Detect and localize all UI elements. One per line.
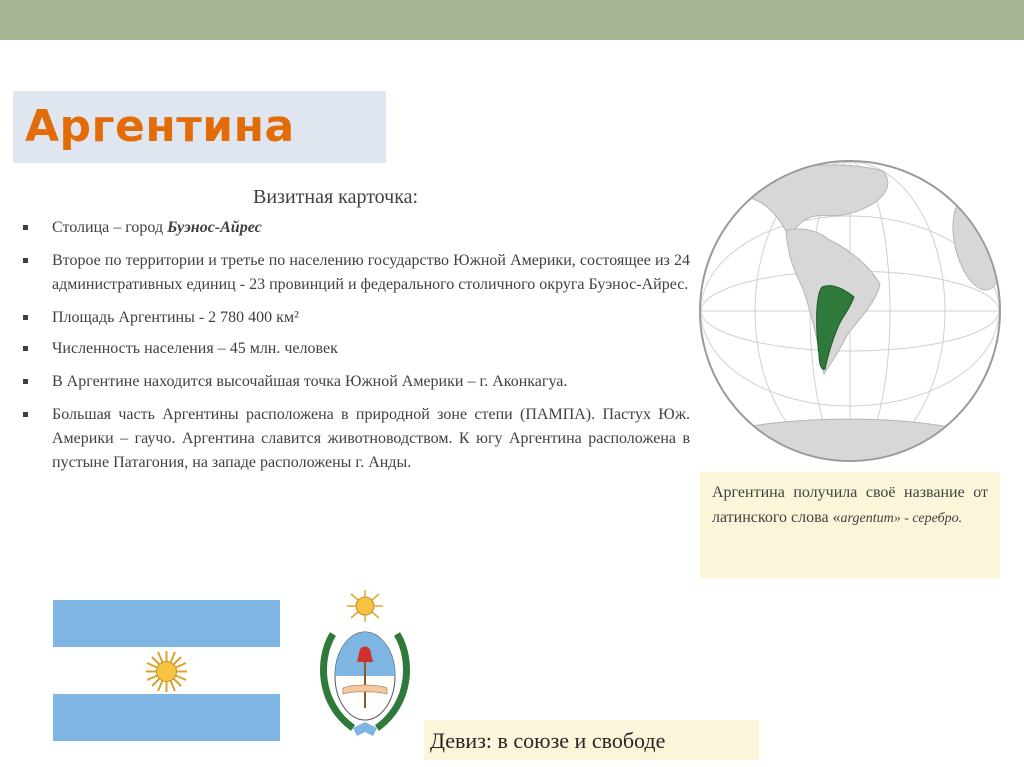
page-title: Аргентина <box>25 101 295 152</box>
top-bar <box>0 0 1024 40</box>
globe-map-image <box>698 159 1002 463</box>
motto-text: Девиз: в союзе и свободе <box>430 728 666 753</box>
capital-prefix: Столица – город <box>52 219 168 236</box>
subtitle: Визитная карточка: <box>253 186 419 208</box>
list-item-population: Численность населения – 45 млн. человек <box>20 337 690 361</box>
motto-box <box>424 720 759 760</box>
capital-name: Буэнос-Айрес <box>167 219 262 236</box>
coat-of-arms-image <box>313 588 417 740</box>
note-text <box>712 480 988 531</box>
list-item-territory: Второе по территории и третье по населению государство Южной Америки, состоящее из 24 административных единиц - 23 провинций и федерального столичного округа Буэнос-Айрес. <box>20 249 690 297</box>
flag-band-top <box>53 600 280 647</box>
note-box <box>700 472 1000 578</box>
list-item-nature: Большая часть Аргентины расположена в природной зоне степи (ПАМПА). Пастух Юж. Америки – гаучо. Аргентина славится животноводством. К югу Аргентина расположена в пустыне Патагония, на западе расположены г. Анды. <box>20 403 690 475</box>
fact-list <box>20 216 690 484</box>
list-item-area: Площадь Аргентины - 2 780 400 км² <box>20 306 690 330</box>
title-box <box>13 91 386 163</box>
list-item-highest-point: В Аргентине находится высочайшая точка Южной Америки – г. Аконкагуа. <box>20 370 690 394</box>
list-item-capital <box>20 216 690 240</box>
flag-band-bottom <box>53 694 280 741</box>
note-main: Аргентина получила своё название от латинского слова « <box>712 484 988 526</box>
sun-of-may-icon <box>144 649 189 694</box>
argentina-flag <box>53 600 280 741</box>
note-italic: argentum» - серебро. <box>840 511 963 526</box>
